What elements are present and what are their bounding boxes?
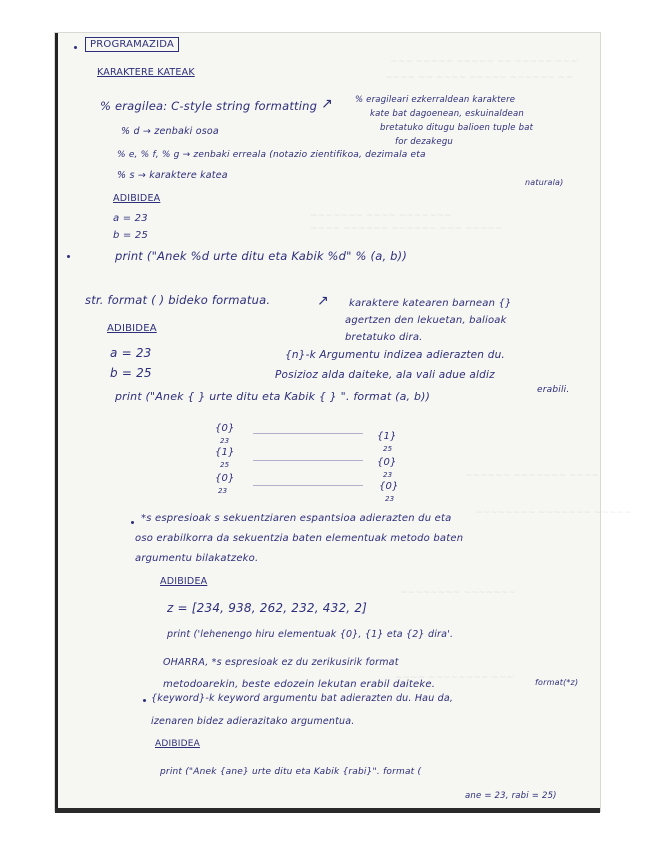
bullet-dot bbox=[143, 699, 146, 702]
bleed-through-text: ~~~~~~ ~~~~~~~ ~~~~ bbox=[465, 471, 599, 481]
example2-print: print ("Anek { } urte ditu eta Kabik { } ". format (a, b)) bbox=[115, 390, 431, 403]
example1-line-b: b = 25 bbox=[113, 230, 149, 241]
bleed-through-text: ~~~~ ~~~~~~~~ ~~~ bbox=[395, 673, 514, 683]
bleed-through-text: ~~~~~~~~ ~~~~~~~ bbox=[400, 588, 516, 598]
index-note-end: erabili. bbox=[537, 385, 570, 395]
mapping-right-sub: 25 bbox=[383, 445, 393, 453]
mapping-right: {1} bbox=[377, 431, 397, 442]
mapping-dash bbox=[253, 460, 363, 461]
mapping-dash bbox=[253, 485, 363, 486]
str-format-note-line: bretatuko dira. bbox=[345, 332, 423, 343]
example2-line-b: b = 25 bbox=[110, 366, 152, 380]
index-note-line: Posizioz alda daiteke, ala vali adue aldiz bbox=[275, 369, 495, 381]
example4-heading: ADIBIDEA bbox=[155, 739, 200, 749]
bullet-dot bbox=[74, 46, 77, 49]
oharra-line: OHARRA, *s espresioak ez du zerikusirik format bbox=[163, 657, 399, 668]
mapping-left-sub: 25 bbox=[220, 461, 230, 469]
mapping-right: {0} bbox=[377, 457, 397, 468]
format-intro: % eragilea: C-style string formatting bbox=[100, 99, 318, 113]
arrow-icon: ↗ bbox=[317, 293, 329, 309]
notebook-page bbox=[55, 33, 632, 811]
bleed-through-text: ~~~~ ~~ ~~~~ ~~~~~ ~~~~~~ ~~ bbox=[385, 73, 573, 83]
keyword-line: izenaren bidez adierazitako argumentua. bbox=[151, 716, 355, 727]
star-section-line: *s espresioak s sekuentziaren espantsioa adierazten du eta bbox=[141, 513, 452, 524]
format-spec-note-end: naturala) bbox=[525, 178, 564, 187]
example3-heading: ADIBIDEA bbox=[160, 576, 208, 587]
format-note-line: % eragileari ezkerraldean karaktere bbox=[355, 95, 516, 105]
keyword-print: print ("Anek {ane} urte ditu eta Kabik {rabi}". format ( bbox=[160, 767, 422, 777]
keyword-print-end: ane = 23, rabi = 25) bbox=[465, 791, 557, 801]
str-format-intro: str. format ( ) bideko formatua. bbox=[85, 293, 271, 307]
format-spec-s: % s → karaktere katea bbox=[117, 170, 228, 181]
bleed-through-text: ~~~ ~~~~~ ~~~~~ ~~ ~~~~~ ~~~ bbox=[390, 57, 578, 67]
bleed-through-text: ~~~~~~~~ ~~~~~~~ ~~~~~ bbox=[475, 508, 632, 518]
example2-line-a: a = 23 bbox=[110, 346, 152, 360]
format-spec-d: % d → zenbaki osoa bbox=[121, 126, 219, 137]
example3-z-line: z = [234, 938, 262, 232, 432, 2] bbox=[167, 601, 368, 615]
example2-heading: ADIBIDEA bbox=[107, 323, 157, 334]
format-spec-efg: % e, % f, % g → zenbaki erreala (notazio zientifikoa, dezimala eta bbox=[117, 150, 426, 160]
mapping-left: {0} bbox=[215, 423, 235, 434]
section-heading: KARAKTERE KATEAK bbox=[97, 67, 195, 78]
example3-print: print ('lehenengo hiru elementuak {0}, {1} eta {2} dira'. bbox=[167, 629, 454, 640]
format-note-line: for dezakegu bbox=[395, 137, 454, 147]
keyword-line: {keyword}-k keyword argumentu bat adierazten du. Hau da, bbox=[151, 693, 454, 704]
mapping-right: {0} bbox=[379, 481, 399, 492]
mapping-left-sub: 23 bbox=[218, 487, 228, 495]
oharra-line: metodoarekin, beste edozein lekutan erabil daiteke. bbox=[163, 679, 436, 690]
example1-print: print ("Anek %d urte ditu eta Kabik %d" % (a, b)) bbox=[115, 249, 408, 263]
str-format-note-line: agertzen den lekuetan, balioak bbox=[345, 315, 507, 326]
mapping-left-sub: 23 bbox=[220, 437, 230, 445]
star-section-line: argumentu bilakatzeko. bbox=[135, 553, 259, 564]
example1-heading: ADIBIDEA bbox=[113, 193, 161, 204]
bullet-dot bbox=[67, 255, 70, 258]
mapping-left: {1} bbox=[215, 447, 235, 458]
arrow-icon: ↗ bbox=[321, 96, 333, 112]
page-edge-bottom bbox=[55, 808, 600, 813]
mapping-right-sub: 23 bbox=[385, 495, 395, 503]
page-edge-left bbox=[55, 33, 58, 811]
format-note-line: kate bat dagoenean, eskuinaldean bbox=[370, 109, 524, 119]
bullet-dot bbox=[131, 521, 134, 524]
example1-line-a: a = 23 bbox=[113, 213, 148, 224]
bleed-through-text: ~~~~~~~ ~~~~ ~~~~~~~ bbox=[310, 211, 452, 221]
star-section-line: oso erabilkorra da sekuentzia baten elementuak metodo baten bbox=[135, 533, 464, 544]
oharra-side: format(*z) bbox=[535, 678, 579, 687]
mapping-left: {0} bbox=[215, 473, 235, 484]
mapping-dash bbox=[253, 433, 363, 434]
str-format-note-line: karaktere katearen barnean {} bbox=[349, 298, 512, 309]
bleed-through-text: ~~~~ ~~~~~~ ~~~~~~ ~~~ ~~~~~ bbox=[310, 224, 503, 234]
mapping-right-sub: 23 bbox=[383, 471, 393, 479]
format-note-line: bretatuko ditugu balioen tuple bat bbox=[380, 123, 534, 133]
index-note-line: {n}-k Argumentu indizea adierazten du. bbox=[285, 349, 505, 361]
page-title: PROGRAMAZIDA bbox=[85, 37, 179, 52]
